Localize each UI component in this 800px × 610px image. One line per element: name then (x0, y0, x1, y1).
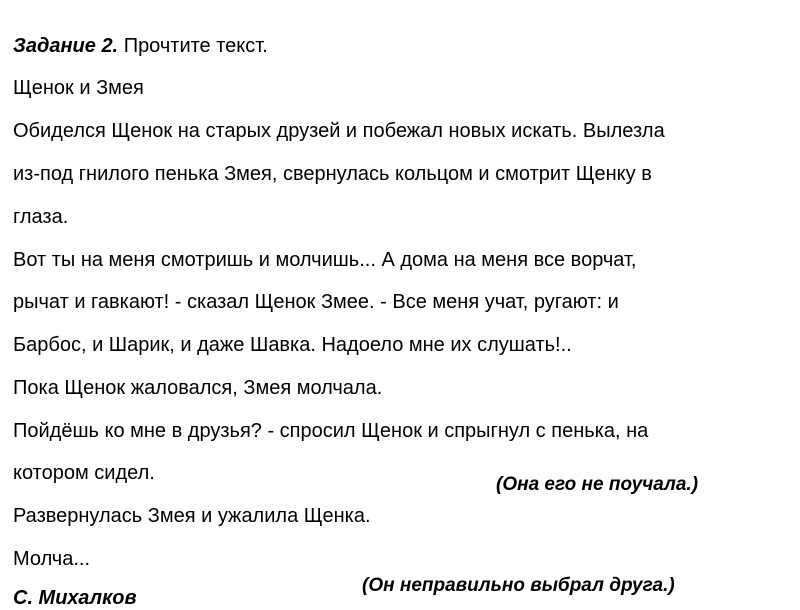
story-line: Молча... (13, 548, 91, 570)
story-line: Пока Щенок жаловался, Змея молчала. (13, 377, 383, 399)
story-line: Обиделся Щенок на старых друзей и побежал новых искать. Вылезла (13, 120, 665, 142)
story-line: Пойдёшь ко мне в друзья? - спросил Щенок и спрыгнул с пенька, на (13, 420, 649, 442)
task-label: Задание 2. (13, 35, 119, 57)
story-line: Барбос, и Шарик, и даже Шавка. Надоело мне их слушать!.. (13, 334, 572, 356)
story-line: глаза. (13, 206, 69, 228)
story-line: из-под гнилого пенька Змея, свернулась кольцом и смотрит Щенку в (13, 163, 652, 185)
task-heading (13, 34, 268, 58)
answer-note-first: (Она его не поучала.) (496, 474, 699, 495)
story-author: С. Михалков (13, 587, 137, 609)
task-instruction: Прочтите текст. (123, 35, 268, 57)
story-title: Щенок и Змея (13, 77, 144, 99)
story-line: котором сидел. (13, 462, 155, 484)
story-line: Вот ты на меня смотришь и молчишь... А дома на меня все ворчат, (13, 249, 637, 271)
story-line: Развернулась Змея и ужалила Щенка. (13, 505, 371, 527)
story-line: рычат и гавкают! - сказал Щенок Змее. - Все меня учат, ругают: и (13, 291, 619, 313)
answer-note-second: (Он неправильно выбрал друга.) (362, 575, 675, 596)
